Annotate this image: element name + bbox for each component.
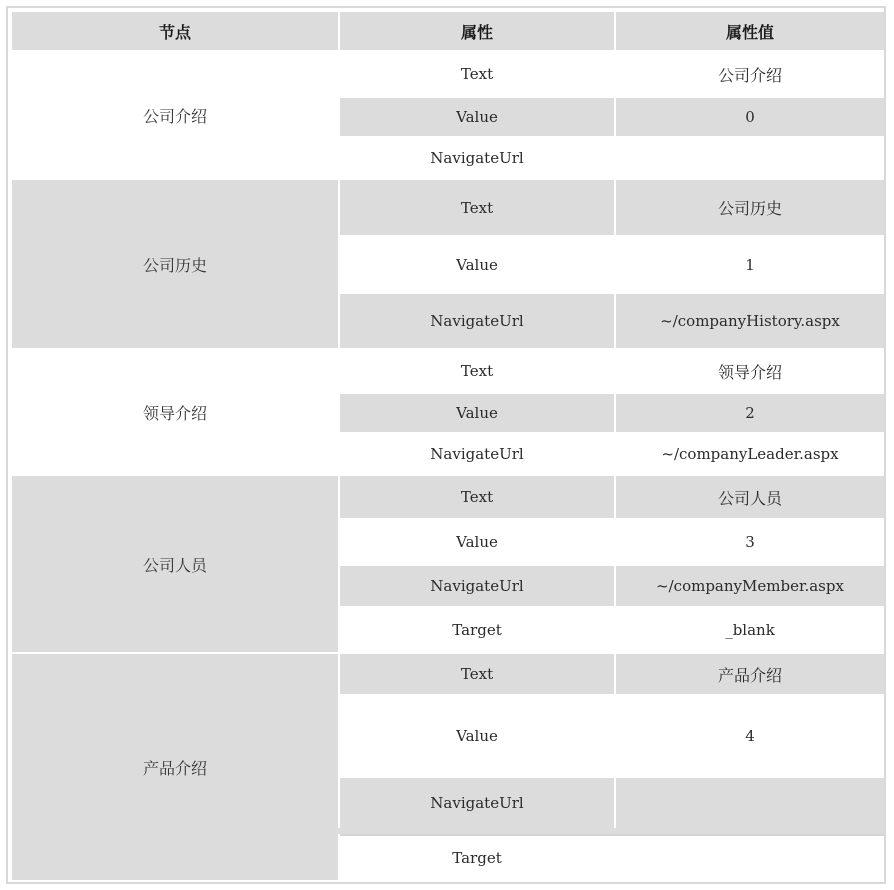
- attr-cell: Text: [340, 52, 614, 96]
- node-cell: 公司介绍: [12, 52, 338, 178]
- value-cell: ~/companyHistory.aspx: [616, 294, 884, 348]
- attr-cell: NavigateUrl: [340, 434, 614, 474]
- value-cell: [616, 778, 884, 828]
- attr-cell: Text: [340, 180, 614, 235]
- value-cell: 公司人员: [616, 476, 884, 518]
- header-node: 节点: [12, 12, 338, 50]
- attr-cell: Value: [340, 98, 614, 136]
- attr-cell: NavigateUrl: [340, 566, 614, 606]
- attr-cell: Text: [340, 654, 614, 694]
- node-cell: 公司历史: [12, 180, 338, 348]
- header-attr: 属性: [340, 12, 614, 50]
- value-cell: ~/companyLeader.aspx: [616, 434, 884, 474]
- value-cell: ~/companyMember.aspx: [616, 566, 884, 606]
- node-cell: 公司人员: [12, 476, 338, 652]
- attr-cell: NavigateUrl: [340, 138, 614, 178]
- value-cell: 3: [616, 520, 884, 564]
- attr-cell: Value: [340, 696, 614, 776]
- attr-cell: Target: [340, 834, 614, 880]
- attr-cell: Text: [340, 476, 614, 518]
- value-cell: _blank: [616, 608, 884, 652]
- value-cell: [616, 138, 884, 178]
- node-cell: 产品介绍: [12, 654, 338, 880]
- value-cell: 公司介绍: [616, 52, 884, 96]
- attr-cell: Value: [340, 394, 614, 432]
- node-cell: 领导介绍: [12, 350, 338, 474]
- value-cell: 0: [616, 98, 884, 136]
- attr-cell: Value: [340, 237, 614, 292]
- value-cell: 4: [616, 696, 884, 776]
- value-cell: 领导介绍: [616, 350, 884, 392]
- attribute-table: [6, 6, 886, 884]
- value-cell: 2: [616, 394, 884, 432]
- value-cell: 1: [616, 237, 884, 292]
- attr-cell: Target: [340, 608, 614, 652]
- attr-cell: NavigateUrl: [340, 778, 614, 828]
- attr-cell: Text: [340, 350, 614, 392]
- attr-cell: NavigateUrl: [340, 294, 614, 348]
- value-cell: 公司历史: [616, 180, 884, 235]
- value-cell: [614, 834, 884, 880]
- value-cell: 产品介绍: [616, 654, 884, 694]
- attr-cell: Value: [340, 520, 614, 564]
- header-value: 属性值: [616, 12, 884, 50]
